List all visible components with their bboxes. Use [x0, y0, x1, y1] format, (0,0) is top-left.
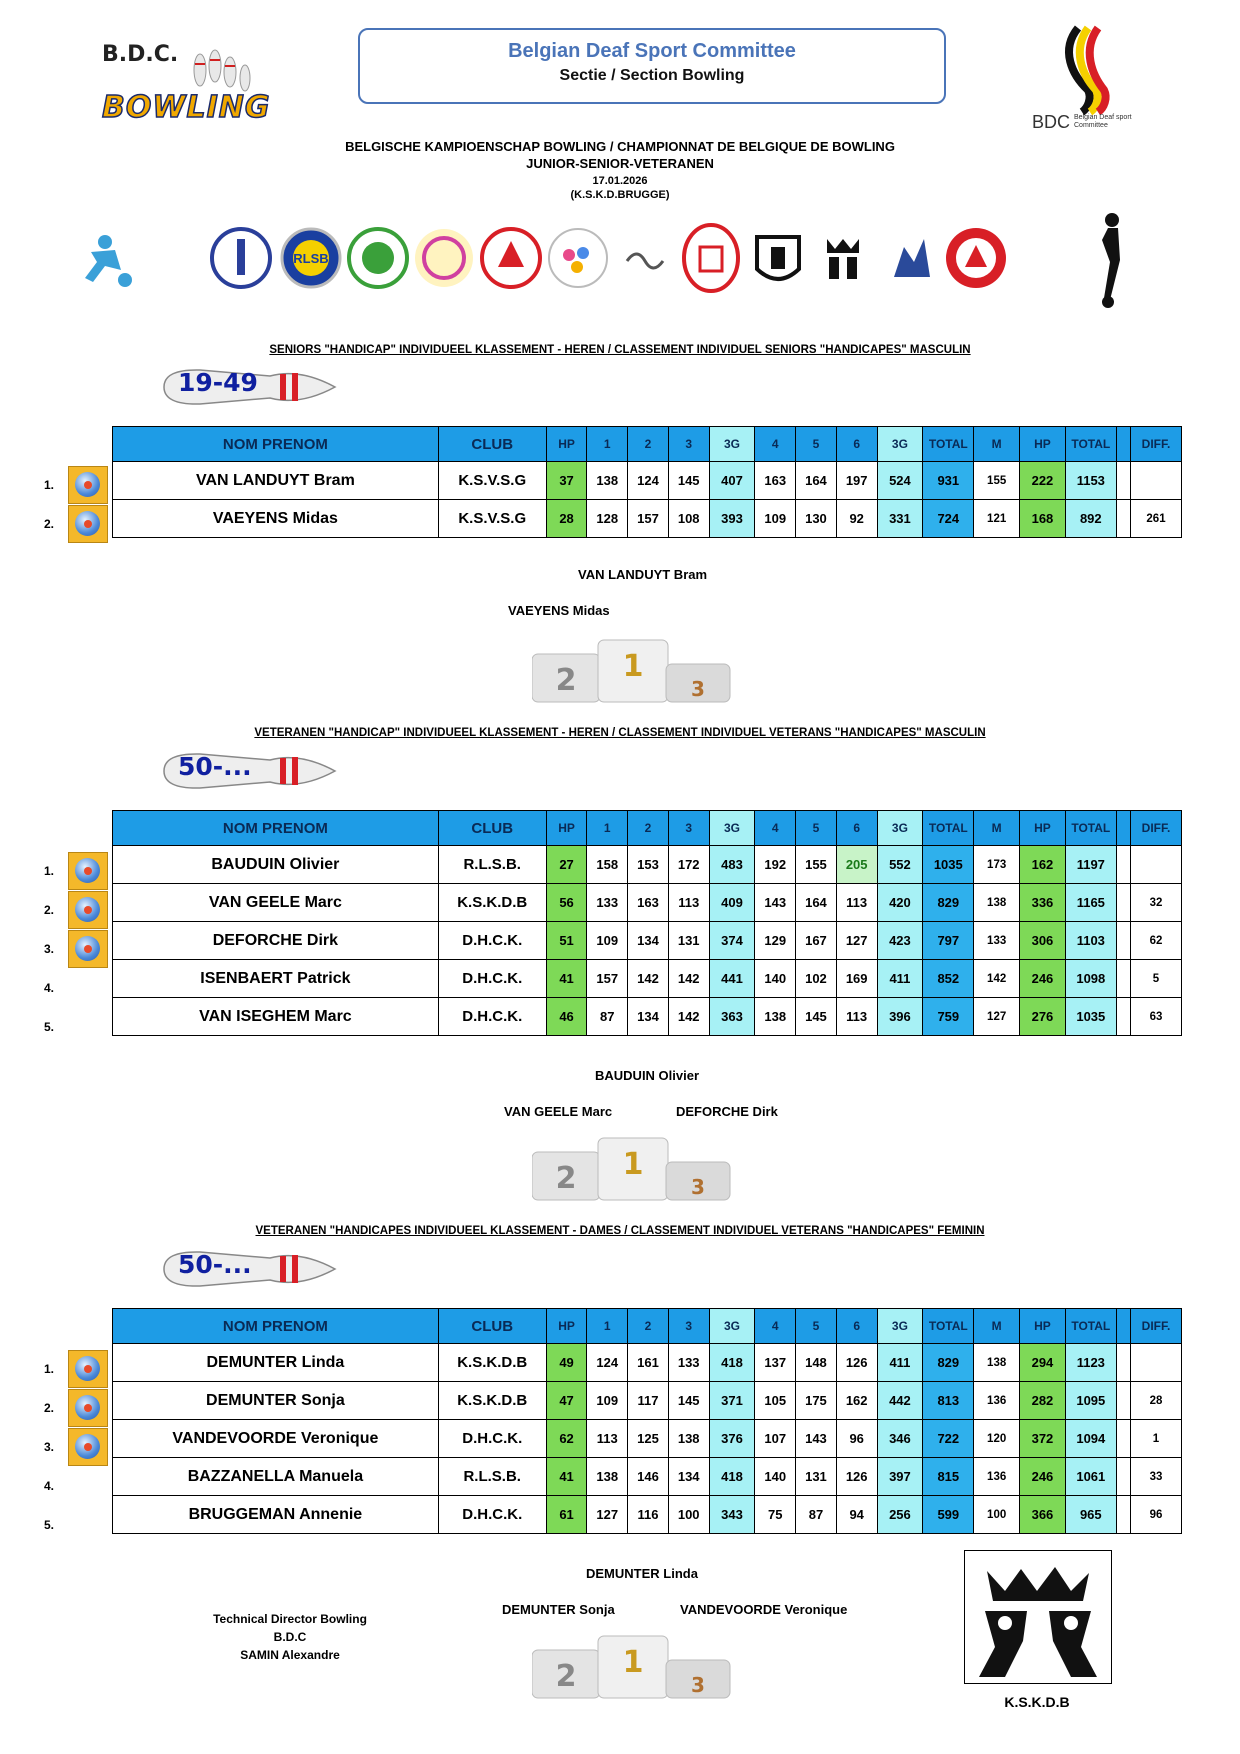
medal-icon: [68, 505, 108, 543]
podium-second: DEMUNTER Sonja: [502, 1602, 615, 1617]
table-row: VAN ISEGHEM Marc D.H.C.K. 46 87 134 142 363 138 145 113 396 759 127 276 1035 63: [113, 998, 1182, 1036]
rank-label: 1.: [44, 478, 55, 492]
club-logo-rlsb: [280, 217, 342, 299]
category-label: 50-...: [178, 752, 252, 781]
podium-third: DEFORCHE Dirk: [676, 1104, 778, 1119]
title-box: [358, 28, 946, 104]
director-role: Technical Director Bowling: [213, 1612, 367, 1626]
bdc-bowling-logo: [100, 40, 270, 140]
svg-text:3: 3: [691, 1673, 705, 1697]
club-logo-9: [747, 217, 809, 299]
bdc-logo-text: BDC: [1032, 112, 1071, 132]
table-row: BRUGGEMAN Annenie D.H.C.K. 61 127 116 100 343 75 87 94 256 599 100 366 965 96: [113, 1496, 1182, 1534]
svg-text:3: 3: [691, 1175, 705, 1199]
club-logo-8: [680, 217, 742, 299]
bdc-logo-small: Belgian Deaf sport Committee: [1074, 114, 1132, 129]
director-org: B.D.C: [273, 1630, 307, 1644]
podium-first: VAN LANDUYT Bram: [578, 567, 708, 582]
svg-text:2: 2: [555, 663, 577, 698]
svg-text:1: 1: [622, 649, 644, 684]
medal-icon: [68, 1350, 108, 1388]
section-3-title: VETERANEN "HANDICAPES INDIVIDUEEL KLASSEMENT - DAMES / CLASSEMENT INDIVIDUEL VETERANS "HANDICAPES" FEMININ: [255, 1225, 985, 1237]
rank-label: 2.: [44, 903, 55, 917]
table-row: BAZZANELLA Manuela R.L.S.B. 41 138 146 134 418 140 131 126 397 815 136 246 1061 33: [113, 1458, 1182, 1496]
rank-label: 2.: [44, 517, 55, 531]
results-table-3: [112, 1308, 1182, 1534]
director-name: SAMIN Alexandre: [240, 1648, 340, 1662]
championship-venue: (K.S.K.D.BRUGGE): [570, 189, 670, 201]
championship-header: [0, 138, 1240, 202]
table-row: DEMUNTER Sonja K.S.K.D.B 47 109 117 145 371 105 175 162 442 813 136 282 1095 28: [113, 1382, 1182, 1420]
podium-first: BAUDUIN Olivier: [595, 1068, 700, 1083]
club-logo-5: [480, 217, 542, 299]
table-row: VAEYENS Midas K.S.V.S.G 28 128 157 108 393 109 130 92 331 724 121 168 892 261: [113, 500, 1182, 538]
table-row: DEFORCHE Dirk D.H.C.K. 51 109 134 131 374 129 167 127 423 797 133 306 1103 62: [113, 922, 1182, 960]
section-2-title: VETERANEN "HANDICAP" INDIVIDUEEL KLASSEMENT - HEREN / CLASSEMENT INDIVIDUEL VETERANS "HANDICAPES" MASCULIN: [254, 727, 986, 739]
medal-icon: [68, 1389, 108, 1427]
club-logo-7: [615, 217, 677, 299]
medal-icon: [68, 891, 108, 929]
technical-director-signature: [190, 1610, 390, 1664]
rank-label: 5.: [44, 1020, 55, 1034]
rank-label: 1.: [44, 1362, 55, 1376]
club-logo-6: [547, 217, 609, 299]
podium-icon: [532, 1130, 732, 1205]
podium-third: VANDEVOORDE Veronique: [680, 1602, 848, 1617]
rank-label: 3.: [44, 942, 55, 956]
podium-first: DEMUNTER Linda: [586, 1566, 698, 1581]
category-label: 19-49: [178, 368, 258, 397]
rank-label: 5.: [44, 1518, 55, 1532]
rank-label: 2.: [44, 1401, 55, 1415]
table-header-row: NOM PRENOM CLUB HP 1 2 3 3G 4 5 6 3G TOTAL M HP TOTAL DIFF.: [113, 1309, 1182, 1344]
podium-second: VAN GEELE Marc: [504, 1104, 613, 1119]
medal-icon: [68, 466, 108, 504]
results-table-1: [112, 426, 1182, 538]
club-logo-assnc: [413, 217, 475, 299]
table-row: BAUDUIN Olivier R.L.S.B. 27 158 153 172 483 192 155 205 552 1035 173 162 1197: [113, 846, 1182, 884]
bowler-figure-icon: [1090, 210, 1130, 310]
championship-categories: JUNIOR-SENIOR-VETERANEN: [526, 156, 714, 171]
category-pin-1: [160, 366, 340, 408]
svg-text:1: 1: [622, 1645, 644, 1680]
club-logos-row: [75, 205, 1165, 315]
section-1-title: SENIORS "HANDICAP" INDIVIDUEEL KLASSEMENT - HEREN / CLASSEMENT INDIVIDUEL SENIORS "HANDICAPES" MASCULIN: [269, 344, 971, 356]
category-label: 50-...: [178, 1250, 252, 1279]
svg-text:RLSB: RLSB: [293, 251, 329, 266]
table-row: VAN GEELE Marc K.S.K.D.B 56 133 163 113 409 143 164 113 420 829 138 336 1165 32: [113, 884, 1182, 922]
rank-label: 4.: [44, 1479, 55, 1493]
podium-icon: [532, 632, 732, 707]
rank-label: 4.: [44, 981, 55, 995]
kskdb-club-logo: [964, 1550, 1112, 1684]
svg-text:2: 2: [555, 1659, 577, 1694]
table-header-row: NOM PRENOM CLUB HP 1 2 3 3G 4 5 6 3G TOTAL M HP TOTAL DIFF.: [113, 427, 1182, 462]
kskdb-caption: K.S.K.D.B: [1004, 1694, 1070, 1710]
podium-second: VAEYENS Midas: [508, 603, 610, 618]
page-subtitle: Sectie / Section Bowling: [559, 67, 745, 84]
medal-icon: [68, 852, 108, 890]
medal-icon: [68, 1428, 108, 1466]
table-row: ISENBAERT Patrick D.H.C.K. 41 157 142 142 441 140 102 169 411 852 142 246 1098 5: [113, 960, 1182, 998]
rank-label: 3.: [44, 1440, 55, 1454]
bdc-flag-logo: [1030, 20, 1150, 135]
category-pin-3: [160, 1248, 340, 1290]
table-header-row: NOM PRENOM CLUB HP 1 2 3 3G 4 5 6 3G TOTAL M HP TOTAL DIFF.: [113, 811, 1182, 846]
svg-text:3: 3: [691, 677, 705, 701]
logo-bottom-text: BOWLING: [102, 90, 271, 125]
table-row: VANDEVOORDE Veronique D.H.C.K. 62 113 125 138 376 107 143 96 346 722 120 372 1094 1: [113, 1420, 1182, 1458]
club-logo-11: [880, 217, 942, 299]
club-logo-10: [813, 217, 875, 299]
medal-icon: [68, 930, 108, 968]
club-logo-3: [347, 217, 409, 299]
podium-icon: [532, 1628, 732, 1703]
svg-text:1: 1: [622, 1147, 644, 1182]
championship-title: BELGISCHE KAMPIOENSCHAP BOWLING / CHAMPIONNAT DE BELGIQUE DE BOWLING: [345, 139, 895, 154]
table-row: DEMUNTER Linda K.S.K.D.B 49 124 161 133 418 137 148 126 411 829 138 294 1123: [113, 1344, 1182, 1382]
results-table-2: [112, 810, 1182, 1036]
club-logo-12: [945, 217, 1007, 299]
championship-date: 17.01.2026: [592, 175, 648, 187]
club-logo-1: [210, 217, 272, 299]
svg-text:2: 2: [555, 1161, 577, 1196]
page-title: Belgian Deaf Sport Committee: [508, 40, 796, 62]
category-pin-2: [160, 750, 340, 792]
table-row: VAN LANDUYT Bram K.S.V.S.G 37 138 124 145 407 163 164 197 524 931 155 222 1153: [113, 462, 1182, 500]
logo-top-text: B.D.C.: [102, 42, 179, 67]
rank-label: 1.: [44, 864, 55, 878]
